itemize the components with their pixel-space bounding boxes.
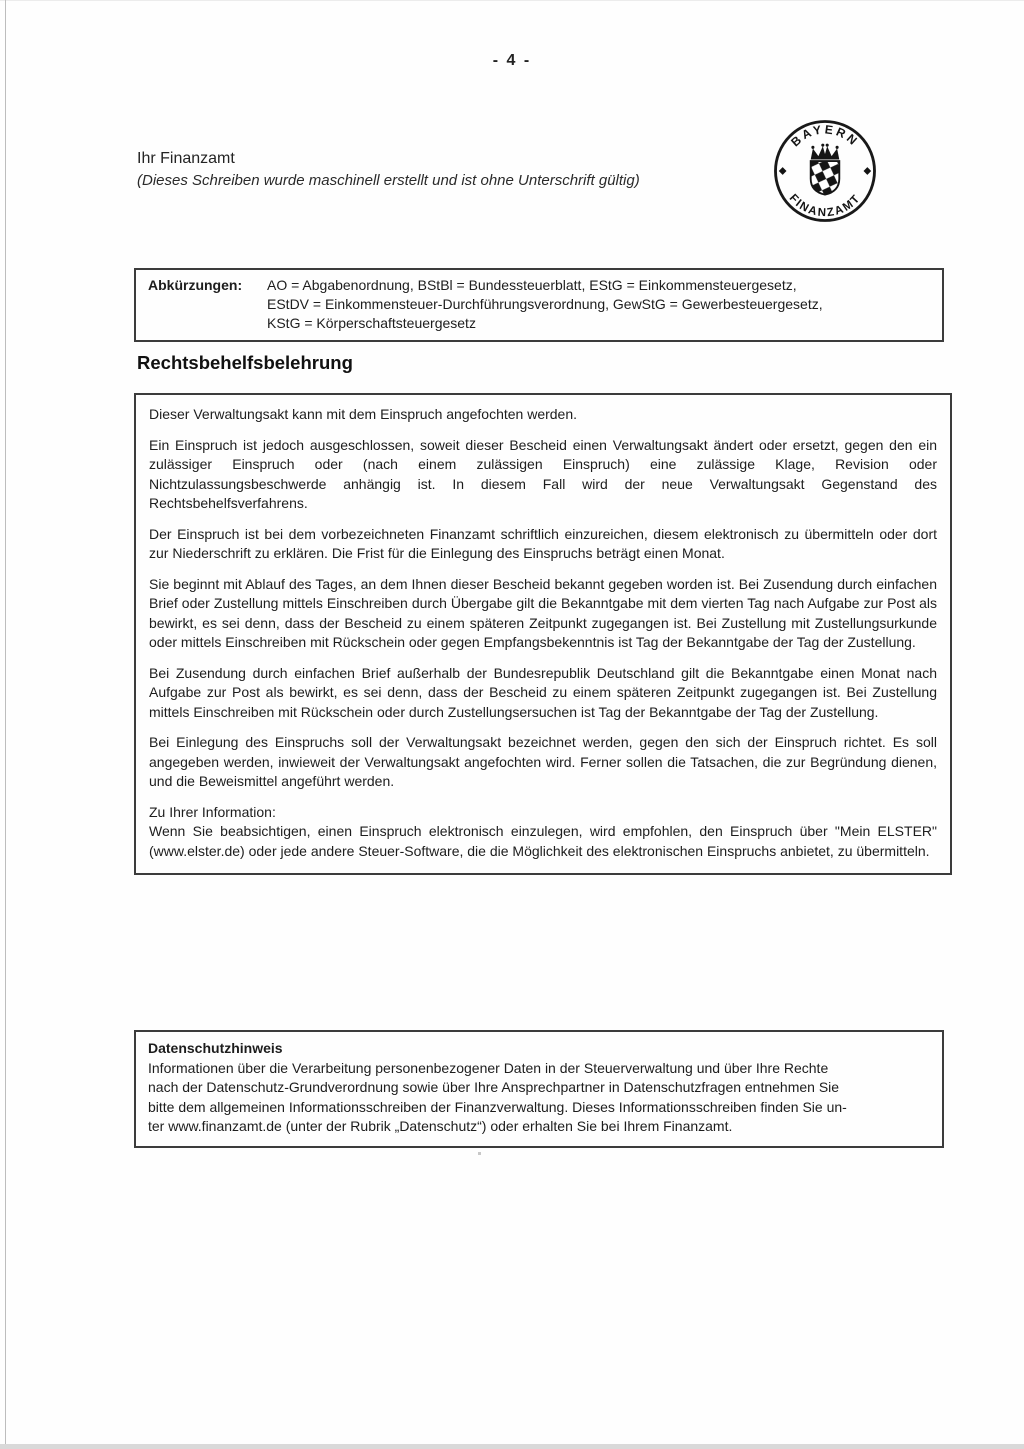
information-label: Zu Ihrer Information: (149, 803, 276, 820)
rechtsbehelfsbelehrung-box (134, 393, 952, 875)
datenschutz-line: nach der Datenschutz-Grundverordnung sowie über Ihre Ansprechpartner in Datenschutzfragen entnehmen Sie (148, 1079, 840, 1095)
scan-edge-bottom (0, 1444, 1024, 1449)
bavarian-coat-of-arms-icon (811, 144, 840, 195)
information-text: Wenn Sie beabsichtigen, einen Einspruch elektronisch einzulegen, wird empfohlen, den Einspruch über "Mein ELSTER" (www.elster.de) oder jede andere Steuer-Software, die die Möglichkeit des elektronischen Einspruchs anbietet, zu übermitteln. (149, 823, 937, 859)
datenschutzhinweis-box (134, 1030, 944, 1148)
scan-edge-left (5, 0, 6, 1449)
svg-text:BAYERN (788, 122, 862, 149)
rechtsbehelfsbelehrung-heading: Rechtsbehelfsbelehrung (137, 352, 353, 373)
paragraph-fristbeginn-inland: Sie beginnt mit Ablauf des Tages, an dem Ihnen dieser Bescheid bekannt gegeben worden ist. Bei Zusendung durch einfachen Brief oder Zustellung mittels Einschreiben durch Übergabe gilt die Bekanntgabe mit dem vierten Tag nach Aufgabe zur Post als bewirkt, es sei denn, dass der Bescheid zu einem späteren Zeitpunkt zugegangen ist. Bei Zustellung mit Zustellungsurkunde oder mittels Einschreiben mit Rückschein oder gegen Empfangsbekenntnis ist Tag der Bekanntgabe der Tag der Zustellung. (149, 575, 937, 650)
paragraph-einlegung-inhalt: Bei Einlegung des Einspruchs soll der Verwaltungsakt bezeichnet werden, gegen den sich der Einspruch richtet. Es soll angegeben werden, inwieweit der Verwaltungsakt angefochten wird. Ferner sollen die Tatsachen, die zur Begründung dienen, und die Beweismittel angeführt werden. (149, 734, 937, 789)
abbreviations-list (267, 276, 823, 333)
seal-right-diamond-icon (864, 167, 872, 175)
datenschutz-line: Informationen über die Verarbeitung personenbezogener Daten in der Steuerverwaltung und über Ihre Rechte (148, 1059, 829, 1076)
svg-text:FINANZAMT (787, 192, 864, 219)
seal-left-diamond-icon (779, 167, 787, 175)
abbreviation-line: AO = Abgabenordnung, BStBl = Bundessteuerblatt, EStG = Einkommensteuergesetz, (267, 277, 797, 293)
datenschutz-line: bitte dem allgemeinen Informationsschreiben der Finanzverwaltung. Dieses Informationsschreiben finden Sie un- (148, 1098, 847, 1115)
scan-speck (478, 1152, 481, 1155)
seal-svg (770, 116, 880, 226)
abbreviation-line: EStDV = Einkommensteuer-Durchführungsverordnung, GewStG = Gewerbesteuergesetz, (267, 296, 823, 312)
paragraph-einreichung-frist: Der Einspruch ist bei dem vorbezeichneten Finanzamt schriftlich einzureichen, diesem elektronisch zu übermitteln oder dort zur Niederschrift zu erklären. Die Frist für die Einlegung des Einspruchs beträgt einen Monat. (149, 525, 937, 561)
sender-block (137, 150, 640, 189)
paragraph-fristbeginn-ausland: Bei Zusendung durch einfachen Brief außerhalb der Bundesrepublik Deutschland gilt die Bekanntgabe einen Monat nach Aufgabe zur Post als bewirkt, es sei denn, dass der Bescheid zu einem späteren Zeitpunkt zugegangen ist. Bei Zustellung mittels Einschreiben mit Rückschein oder durch Zustellungsersuchen ist Tag der Bekanntgabe der Tag der Zustellung. (149, 664, 937, 720)
paragraph-ausschluss: Ein Einspruch ist jedoch ausgeschlossen, soweit dieser Bescheid einen Verwaltungsakt ändert oder ersetzt, gegen den ein zulässiger Einspruch oder (nach einem zulässigen Einspruch) eine zulässige Klage, Revision oder Nichtzulassungsbeschwerde anhängig ist. In diesem Fall wird der neue Verwaltungsakt Gegenstand des Rechtsbehelfsverfahrens. (149, 436, 937, 511)
abbreviations-box (134, 268, 944, 342)
seal-bottom-text: FINANZAMT (786, 192, 864, 220)
machine-generated-note: (Dieses Schreiben wurde maschinell erstellt und ist ohne Unterschrift gültig) (137, 172, 640, 189)
bayern-finanzamt-seal-icon (770, 116, 880, 226)
paragraph-information (149, 803, 937, 862)
datenschutzhinweis-title: Datenschutzhinweis (148, 1040, 283, 1056)
sender-name: Ihr Finanzamt (137, 150, 235, 167)
paragraph-anfechtbarkeit: Dieser Verwaltungsakt kann mit dem Einspruch angefochten werden. (149, 406, 578, 422)
scan-edge-top (0, 0, 1024, 1)
page-number: - 4 - (492, 52, 532, 69)
abbreviations-label: Abkürzungen: (148, 277, 243, 293)
seal-top-text: BAYERN (788, 122, 862, 150)
abbreviation-line: KStG = Körperschaftsteuergesetz (267, 315, 476, 331)
datenschutz-line: ter www.finanzamt.de (unter der Rubrik „Datenschutz“) oder erhalten Sie bei Ihrem Finanzamt. (148, 1118, 733, 1134)
